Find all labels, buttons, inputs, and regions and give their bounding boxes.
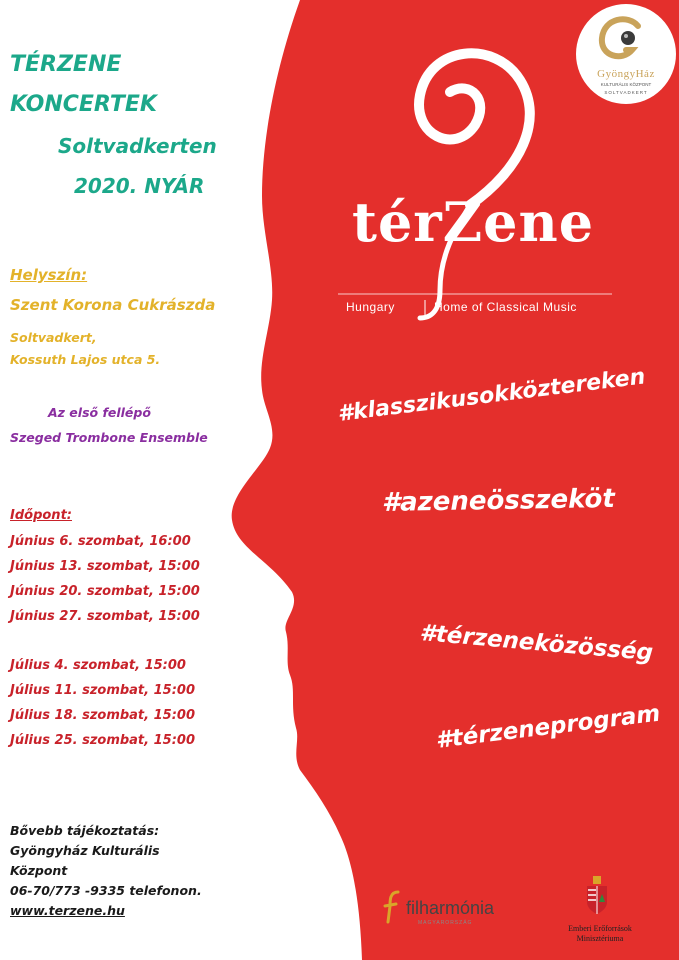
- pearl-g-icon: [576, 4, 676, 104]
- hashtag-3: #térzeneközösség: [418, 620, 655, 667]
- date-item: Június 13. szombat, 15:00: [10, 559, 200, 574]
- filharmonia-subtitle: MAGYARORSZÁG: [418, 920, 473, 926]
- footer-logos-area: [370, 868, 670, 952]
- website-link[interactable]: www.terzene.hu: [10, 903, 125, 918]
- title-line-3: Soltvadkerten: [58, 134, 217, 158]
- gyongyhaz-logo: [576, 4, 676, 104]
- title-line-2: KONCERTEK: [10, 92, 157, 117]
- date-item: Július 4. szombat, 15:00: [10, 658, 186, 673]
- subtitle-hungary: Hungary: [346, 300, 395, 314]
- date-item: Július 18. szombat, 15:00: [10, 708, 195, 723]
- gyongyhaz-line2: KULTURÁLIS KÖZPONT: [600, 82, 652, 87]
- venue-label: Helyszín:: [10, 266, 88, 284]
- ministry-line-1: Emberi Erőforrások: [568, 924, 632, 933]
- hashtag-1: #klasszikusokköztereken: [336, 364, 647, 427]
- title-line-4: 2020. NYÁR: [74, 174, 205, 198]
- contact-line-2: Gyöngyház Kulturális: [10, 843, 160, 858]
- ministry-line-2: Minisztériuma: [576, 934, 624, 943]
- gyongyhaz-line3: SOLTVADKERT: [604, 90, 648, 95]
- schedule-label: Időpont:: [10, 508, 72, 523]
- performer-intro: Az első fellépő: [48, 405, 151, 420]
- date-item: Július 25. szombat, 15:00: [10, 733, 195, 748]
- contact-line-1: Bővebb tájékoztatás:: [10, 823, 160, 838]
- contact-line-4: 06-70/773 -9335 telefonon.: [10, 883, 202, 898]
- subtitle-classical: Home of Classical Music: [434, 300, 577, 314]
- date-item: Június 27. szombat, 15:00: [10, 609, 200, 624]
- date-item: Július 11. szombat, 15:00: [10, 683, 195, 698]
- hashtag-2: #azeneösszeköt: [381, 483, 616, 518]
- filharmonia-f-icon: [382, 890, 402, 924]
- date-item: Június 20. szombat, 15:00: [10, 584, 200, 599]
- contact-line-3: Központ: [10, 863, 68, 878]
- gyongyhaz-name: GyöngyHáz: [597, 68, 655, 80]
- venue-city: Soltvadkert,: [10, 330, 97, 345]
- hashtag-4: #térzeneprogram: [434, 700, 662, 754]
- date-item: Június 6. szombat, 16:00: [10, 534, 191, 549]
- filharmonia-logo: filharmónia: [406, 898, 495, 918]
- terzene-logo-text: térZene: [352, 190, 595, 254]
- performer-name: Szeged Trombone Ensemble: [10, 430, 208, 445]
- venue-address: Kossuth Lajos utca 5.: [10, 352, 161, 367]
- venue-name: Szent Korona Cukrászda: [10, 296, 216, 314]
- hungarian-coat-of-arms-icon: [584, 876, 610, 916]
- title-line-1: TÉRZENE: [10, 52, 122, 77]
